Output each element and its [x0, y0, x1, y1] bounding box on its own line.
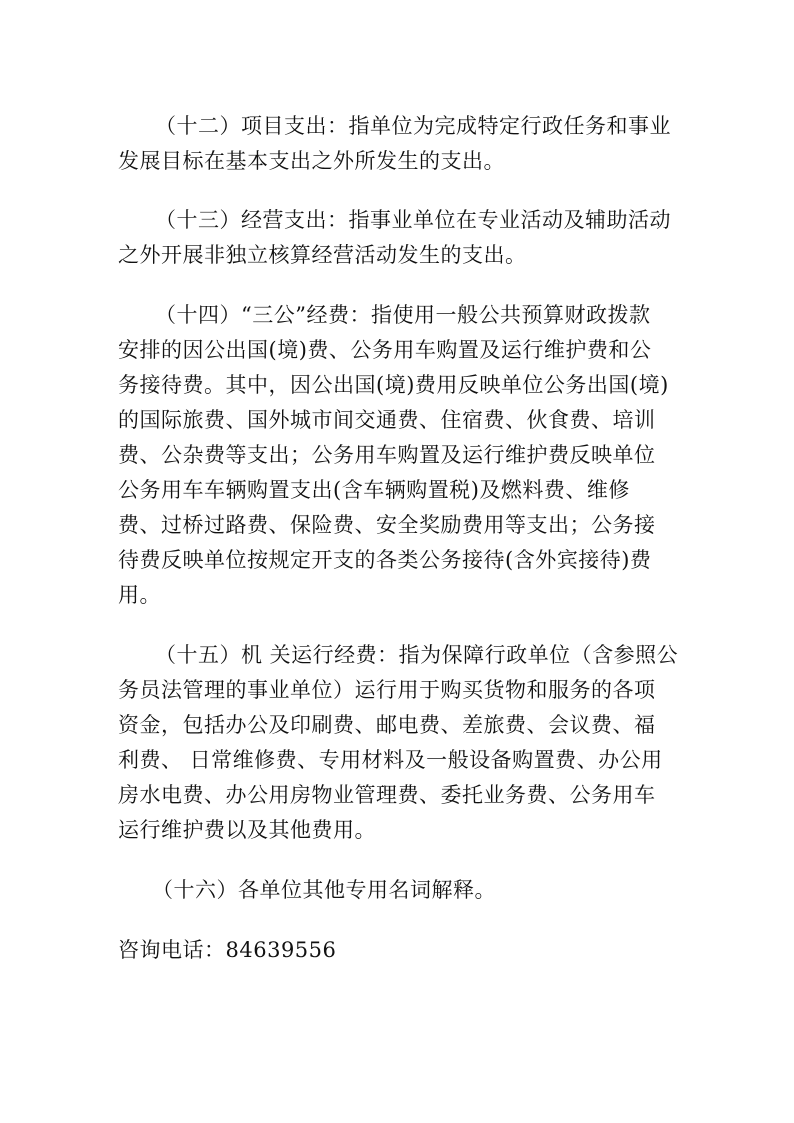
text-line: 务员法管理的事业单位）运行用于购买货物和服务的各项 — [118, 678, 656, 702]
contact-label: 咨询电话： — [118, 938, 226, 962]
text-line: 房水电费、办公用房物业管理费、委托业务费、公务用车 — [118, 783, 656, 807]
text-line: 之外开展非独立核算经营活动发生的支出。 — [118, 243, 527, 267]
text-line: 务接待费。其中，因公出国(境)费用反映单位公务出国(境) — [118, 373, 669, 397]
text-line: 资金，包括办公及印刷费、邮电费、差旅费、会议费、福 — [118, 713, 656, 737]
text-line: 的国际旅费、国外城市间交通费、住宿费、伙食费、培训 — [118, 408, 656, 432]
text-line: （十六）各单位其他专用名词解释。 — [152, 878, 496, 902]
text-line: 待费反映单位按规定开支的各类公务接待(含外宾接待)费 — [118, 548, 652, 572]
text-line: 利费、 日常维修费、专用材料及一般设备购置费、办公用 — [118, 748, 663, 772]
text-line: 安排的因公出国(境)费、公务用车购置及运行维护费和公 — [118, 338, 652, 362]
text-line: 费、公杂费等支出；公务用车购置及运行维护费反映单位 — [118, 443, 656, 467]
text-line: （十四）“三公”经费：指使用一般公共预算财政拨款 — [155, 303, 651, 327]
text-line: （十二）项目支出：指单位为完成特定行政任务和事业 — [155, 114, 671, 138]
contact-phone: 84639556 — [225, 938, 337, 962]
text-line: 公务用车车辆购置支出(含车辆购置税)及燃料费、维修 — [118, 478, 630, 502]
text-line: 用。 — [118, 583, 161, 607]
contact-line — [118, 937, 336, 963]
text-line: （十五）机 关运行经费：指为保障行政单位（含参照公 — [155, 643, 679, 667]
text-line: 费、过桥过路费、保险费、安全奖励费用等支出；公务接 — [118, 513, 656, 537]
text-line: （十三）经营支出：指事业单位在专业活动及辅助活动 — [155, 208, 671, 232]
text-line: 运行维护费以及其他费用。 — [118, 818, 376, 842]
text-line: 发展目标在基本支出之外所发生的支出。 — [118, 149, 505, 173]
